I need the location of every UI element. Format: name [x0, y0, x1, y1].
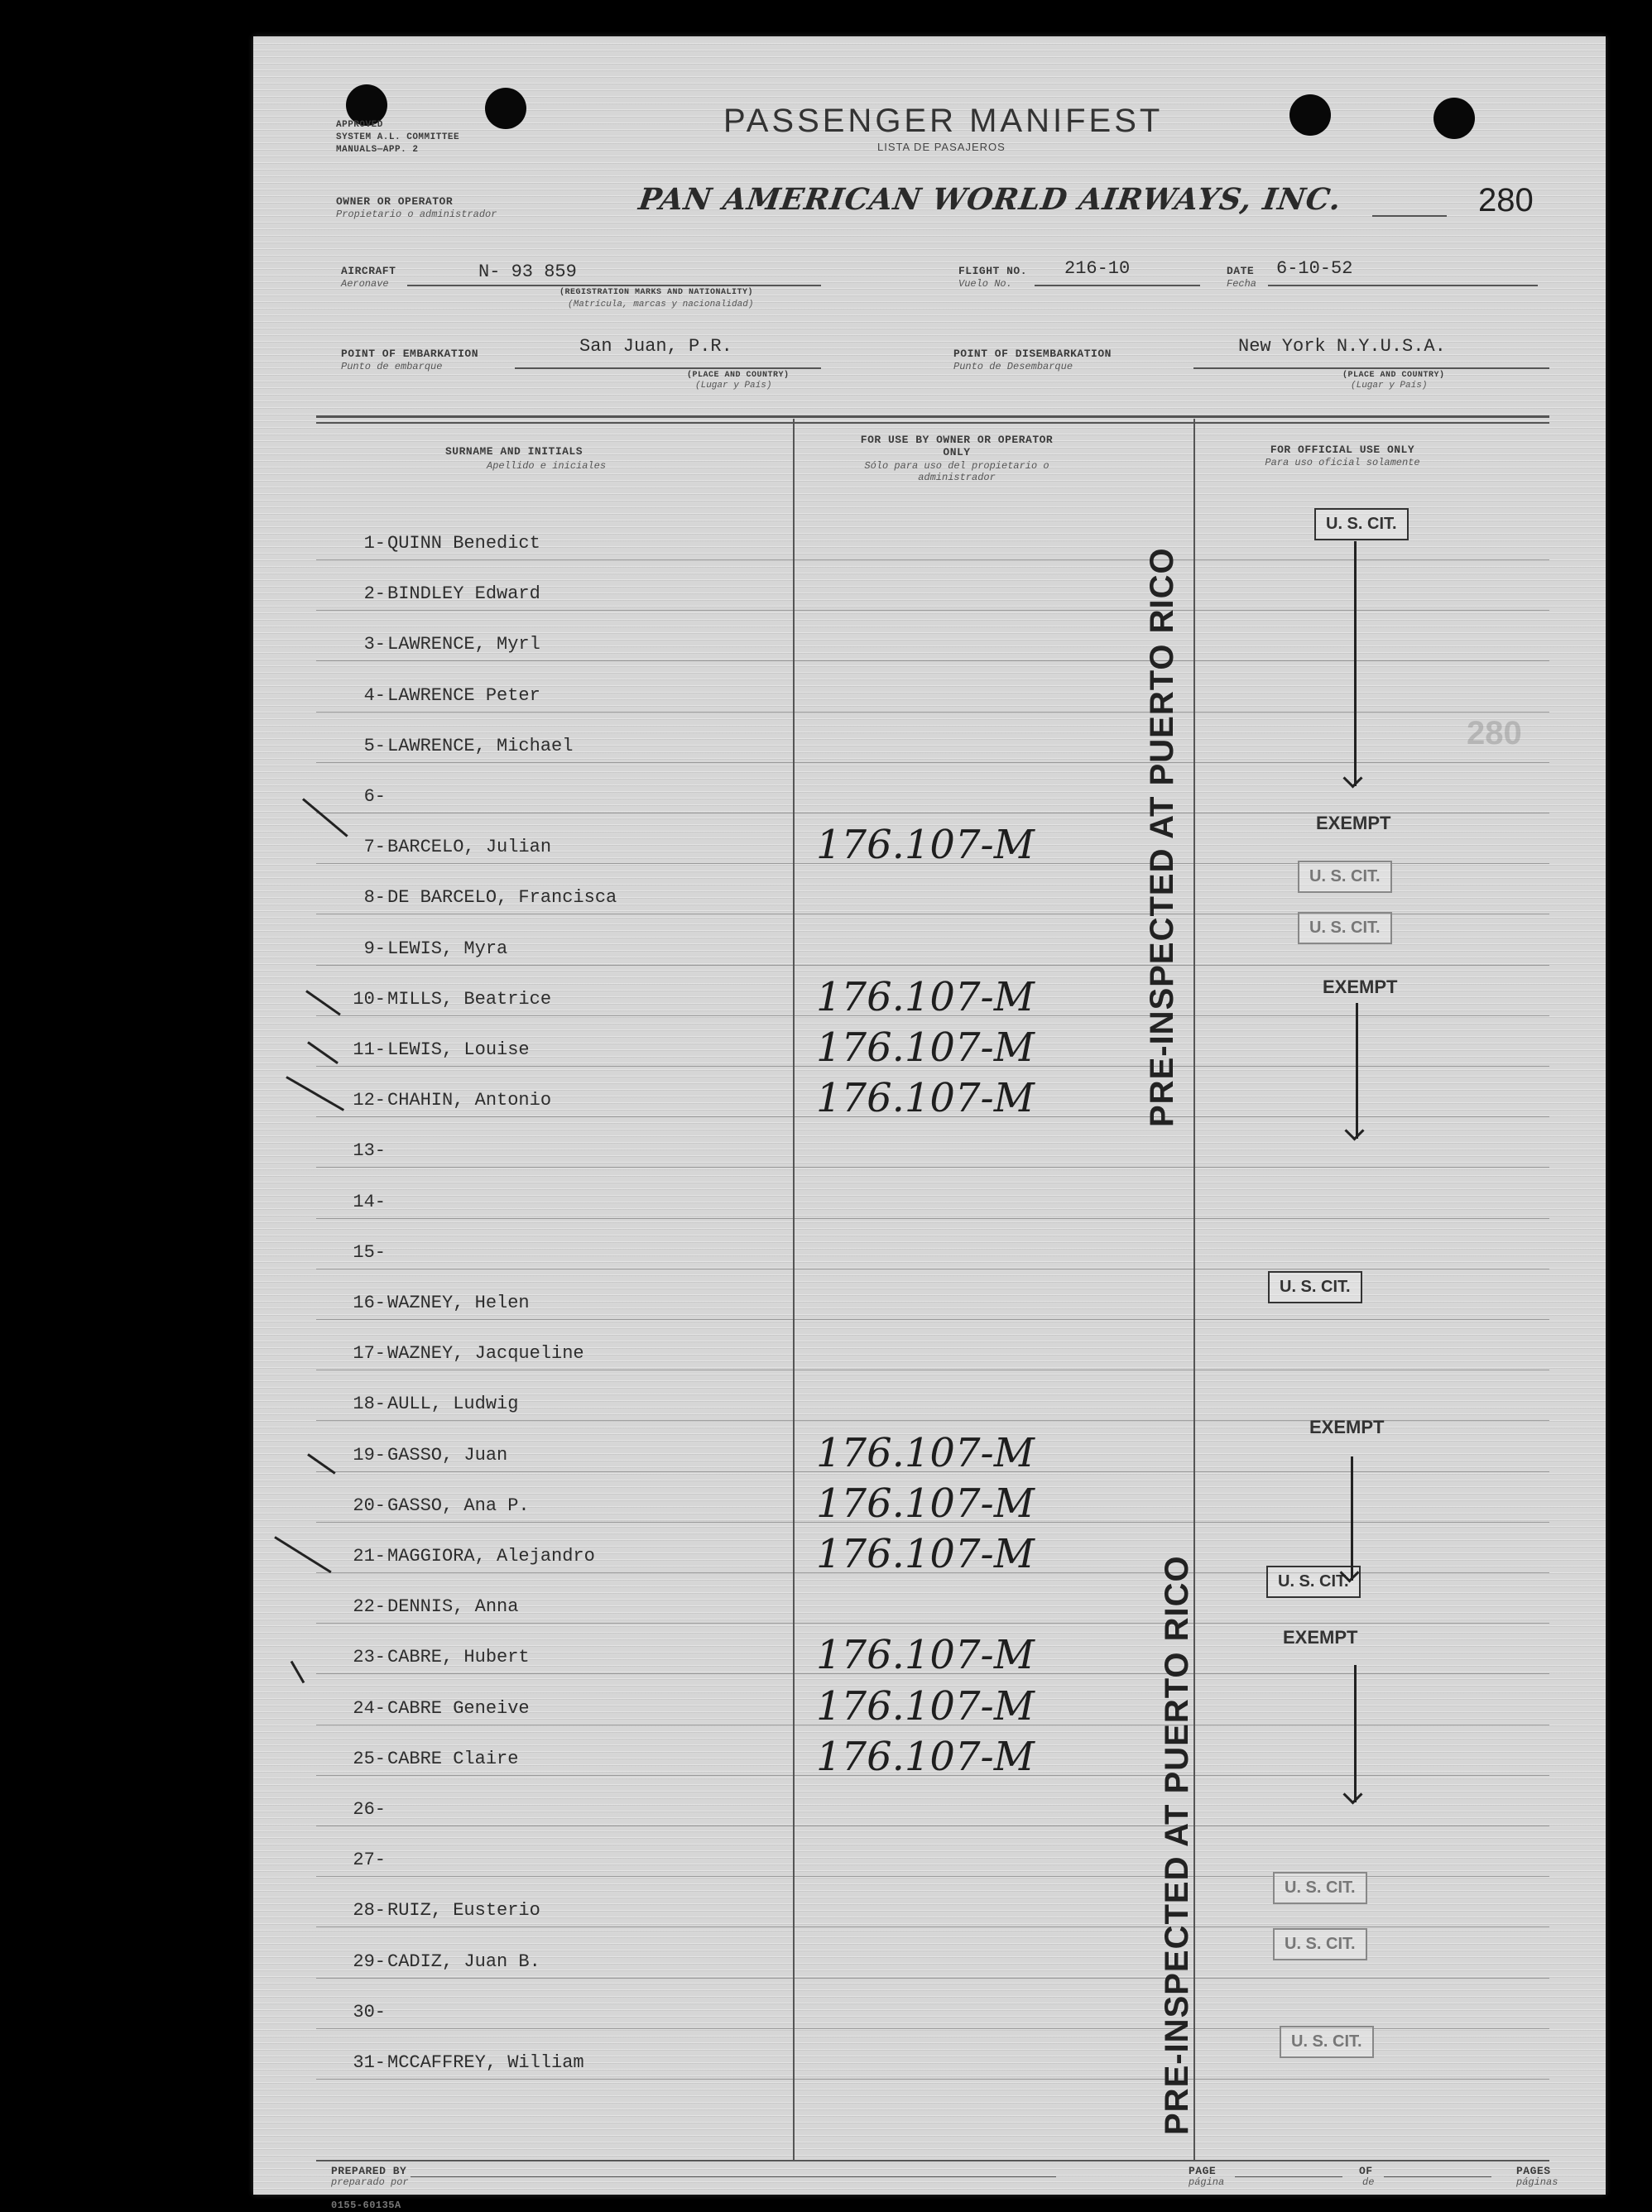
table-row: [253, 935, 1606, 968]
us-cit-stamp: U. S. CIT.: [1266, 1566, 1361, 1598]
row-number: 28-: [353, 1900, 386, 1922]
table-row: [253, 1846, 1606, 1879]
arrow-line: [1351, 1456, 1353, 1581]
row-number: 16-: [353, 1293, 386, 1313]
passenger-name: AULL, Ludwig: [387, 1394, 519, 1415]
us-cit-stamp: U. S. CIT.: [1280, 2026, 1374, 2058]
us-cit-stamp: U. S. CIT.: [1298, 912, 1392, 944]
aircraft-label: AIRCRAFT: [341, 265, 396, 277]
disembark-label: POINT OF DISEMBARKATION: [953, 348, 1112, 360]
row-number: 1-: [363, 533, 386, 554]
disembark-value: New York N.Y.U.S.A.: [1238, 336, 1446, 357]
col-operator-header: FOR USE BY OWNER OR OPERATOR ONLY: [860, 434, 1054, 458]
disembark-label-es: Punto de Desembarque: [953, 361, 1073, 372]
table-row: [253, 1075, 1606, 1122]
us-cit-stamp: U. S. CIT.: [1298, 861, 1392, 893]
table-row: [253, 732, 1606, 765]
row-number: 18-: [353, 1394, 386, 1415]
approval-line: SYSTEM A.L. COMMITTEE: [336, 132, 460, 142]
table-row: [253, 1289, 1606, 1322]
arrow-line: [1354, 1665, 1357, 1802]
arrow-line: [1356, 1003, 1358, 1139]
of-underline: [1384, 2176, 1491, 2177]
passenger-name: QUINN Benedict: [387, 533, 540, 554]
us-cit-stamp: U. S. CIT.: [1273, 1872, 1367, 1904]
flight-label-es: Vuelo No.: [958, 278, 1012, 290]
manifest-sheet: [253, 36, 1606, 2211]
table-row: [253, 1239, 1606, 1272]
table-bottom-rule: [316, 2160, 1549, 2162]
date-label-es: Fecha: [1227, 278, 1257, 290]
passenger-name: CADIZ, Juan B.: [387, 1950, 540, 1972]
passenger-name: DE BARCELO, Francisca: [387, 887, 617, 909]
exempt-stamp: EXEMPT: [1309, 1417, 1385, 1437]
flight-label: FLIGHT NO.: [958, 265, 1028, 277]
prepared-label: PREPARED BY: [331, 2165, 407, 2177]
passenger-name: LAWRENCE, Michael: [387, 735, 574, 756]
passenger-name: MAGGIORA, Alejandro: [387, 1546, 595, 1567]
approval-line: APPROVED: [336, 120, 383, 130]
row-number: 11-: [353, 1039, 386, 1060]
row-number: 13-: [353, 1140, 386, 1162]
table-row: [253, 1733, 1606, 1780]
table-row: [253, 2049, 1606, 2082]
exempt-stamp: EXEMPT: [1316, 813, 1391, 833]
row-number: 15-: [353, 1241, 386, 1263]
place-note-2: (PLACE AND COUNTRY): [1342, 371, 1445, 380]
approval-line: MANUALS—APP. 2: [336, 145, 419, 155]
operator-code: 176.107-M: [816, 1480, 1035, 1527]
aircraft-label-es: Aeronave: [341, 278, 389, 290]
of-label: OF: [1359, 2165, 1373, 2177]
exempt-stamp: EXEMPT: [1283, 1627, 1358, 1648]
passenger-name: WAZNEY, Jacqueline: [387, 1343, 584, 1365]
registration-note-es: (Matrícula, marcas y nacionalidad): [568, 300, 754, 309]
passenger-name: WAZNEY, Helen: [387, 1293, 530, 1313]
passenger-name: LAWRENCE Peter: [387, 684, 540, 706]
table-row: [253, 1531, 1606, 1577]
page-label-es: página: [1189, 2176, 1225, 2188]
preinspected-stamp: PRE-INSPECTED AT PUERTO RICO: [1144, 547, 1180, 1127]
row-number: 31-: [353, 2052, 386, 2073]
row-number: 9-: [363, 938, 386, 959]
passenger-name: MILLS, Beatrice: [387, 988, 552, 1010]
page-label: PAGE: [1189, 2165, 1217, 2177]
embark-label-es: Punto de embarque: [341, 361, 443, 372]
passenger-name: RUIZ, Eusterio: [387, 1900, 540, 1922]
owner-name: PAN AMERICAN WORLD AIRWAYS, INC.: [636, 182, 1344, 217]
operator-code: 176.107-M: [816, 1632, 1035, 1679]
table-row: [253, 1897, 1606, 1930]
us-cit-stamp: U. S. CIT.: [1273, 1928, 1367, 1960]
passenger-name: LEWIS, Louise: [387, 1039, 530, 1060]
form-code: 0155-60135A: [331, 2200, 401, 2211]
col-surname-header-es: Apellido e iniciales: [487, 460, 607, 472]
passenger-name: BARCELO, Julian: [387, 837, 552, 858]
row-number: 21-: [353, 1546, 386, 1567]
table-row: [253, 1024, 1606, 1071]
row-number: 7-: [363, 837, 386, 858]
table-row: [253, 682, 1606, 715]
place-note: (PLACE AND COUNTRY): [687, 371, 790, 380]
table-row: [253, 1593, 1606, 1626]
row-number: 12-: [353, 1090, 386, 1111]
row-number: 24-: [353, 1697, 386, 1719]
table-row: [253, 783, 1606, 816]
table-row: [253, 631, 1606, 664]
passenger-name: GASSO, Juan: [387, 1444, 508, 1466]
date-value: 6-10-52: [1276, 258, 1353, 279]
row-number: 10-: [353, 988, 386, 1010]
owner-label: OWNER OR OPERATOR: [336, 195, 454, 208]
embark-value: San Juan, P.R.: [579, 336, 732, 357]
sheet-number: 280: [1478, 182, 1534, 218]
row-number: 27-: [353, 1850, 386, 1871]
faint-sheet-number: 280: [1467, 715, 1522, 751]
passenger-table: [253, 36, 1606, 2195]
operator-code: 176.107-M: [816, 1429, 1035, 1476]
row-number: 26-: [353, 1799, 386, 1820]
row-number: 30-: [353, 2001, 386, 2022]
row-number: 19-: [353, 1444, 386, 1466]
row-number: 2-: [363, 583, 386, 605]
us-cit-stamp: U. S. CIT.: [1314, 508, 1409, 540]
row-number: 23-: [353, 1647, 386, 1668]
operator-code: 176.107-M: [816, 1075, 1035, 1122]
col-official-header: FOR OFFICIAL USE ONLY: [1270, 444, 1415, 456]
arrow-line: [1354, 541, 1357, 786]
operator-code: 176.107-M: [816, 1531, 1035, 1577]
passenger-name: LEWIS, Myra: [387, 938, 508, 959]
col-official-header-es: Para uso oficial solamente: [1265, 457, 1420, 468]
flight-value: 216-10: [1064, 258, 1131, 279]
pages-label-es: páginas: [1516, 2176, 1558, 2188]
table-row: [253, 1682, 1606, 1730]
table-row: [253, 1429, 1606, 1476]
place-note-es: (Lugar y País): [695, 381, 772, 391]
operator-code: 176.107-M: [816, 822, 1035, 869]
passenger-name: CHAHIN, Antonio: [387, 1090, 552, 1111]
us-cit-stamp: U. S. CIT.: [1268, 1271, 1362, 1303]
row-number: 5-: [363, 735, 386, 756]
exempt-stamp: EXEMPT: [1323, 976, 1398, 997]
table-row: [253, 1948, 1606, 1981]
operator-code: 176.107-M: [816, 1024, 1035, 1071]
aircraft-value: N- 93 859: [478, 262, 577, 282]
row-number: 20-: [353, 1495, 386, 1516]
operator-code: 176.107-M: [816, 1733, 1035, 1780]
prepared-label-es: preparado por: [331, 2176, 409, 2188]
passenger-name: BINDLEY Edward: [387, 583, 540, 605]
row-number: 29-: [353, 1950, 386, 1972]
col-surname-header: SURNAME AND INITIALS: [445, 445, 583, 458]
passenger-name: CABRE Geneive: [387, 1697, 530, 1719]
passenger-name: CABRE Claire: [387, 1748, 519, 1769]
table-row: [253, 1390, 1606, 1423]
date-label: DATE: [1227, 265, 1255, 277]
of-label-es: de: [1362, 2176, 1375, 2188]
pages-label: PAGES: [1516, 2165, 1551, 2177]
passenger-name: DENNIS, Anna: [387, 1596, 519, 1618]
registration-note: (REGISTRATION MARKS AND NATIONALITY): [559, 288, 754, 297]
table-row: [253, 1340, 1606, 1373]
row-number: 17-: [353, 1343, 386, 1365]
row-number: 14-: [353, 1191, 386, 1212]
col-operator-header-es: Sólo para uso del propietario o administrador: [864, 460, 1049, 483]
embark-label: POINT OF EMBARKATION: [341, 348, 479, 360]
row-number: 22-: [353, 1596, 386, 1618]
owner-label-es: Propietario o administrador: [336, 209, 497, 220]
table-row: [253, 1998, 1606, 2032]
row-number: 25-: [353, 1748, 386, 1769]
passenger-name: CABRE, Hubert: [387, 1647, 530, 1668]
table-row: [253, 580, 1606, 613]
table-row: [253, 1188, 1606, 1221]
page-underline: [1235, 2176, 1342, 2177]
operator-code: 176.107-M: [816, 1682, 1035, 1730]
passenger-name: MCCAFFREY, William: [387, 2052, 584, 2073]
place-note-es-2: (Lugar y País): [1351, 381, 1428, 391]
operator-code: 176.107-M: [816, 973, 1035, 1020]
table-row: [253, 1796, 1606, 1829]
row-number: 3-: [363, 634, 386, 655]
row-number: 6-: [363, 786, 386, 807]
passenger-name: LAWRENCE, Myrl: [387, 634, 540, 655]
row-number: 4-: [363, 684, 386, 706]
prepared-underline: [411, 2176, 1056, 2177]
page-subtitle: LISTA DE PASAJEROS: [877, 141, 1006, 153]
passenger-name: GASSO, Ana P.: [387, 1495, 530, 1516]
table-row: [253, 1480, 1606, 1527]
page-title: PASSENGER MANIFEST: [723, 103, 1164, 139]
preinspected-stamp: PRE-INSPECTED AT PUERTO RICO: [1159, 1555, 1195, 2135]
row-number: 8-: [363, 887, 386, 909]
table-row: [253, 884, 1606, 917]
table-row: [253, 973, 1606, 1020]
table-row: [253, 1137, 1606, 1170]
